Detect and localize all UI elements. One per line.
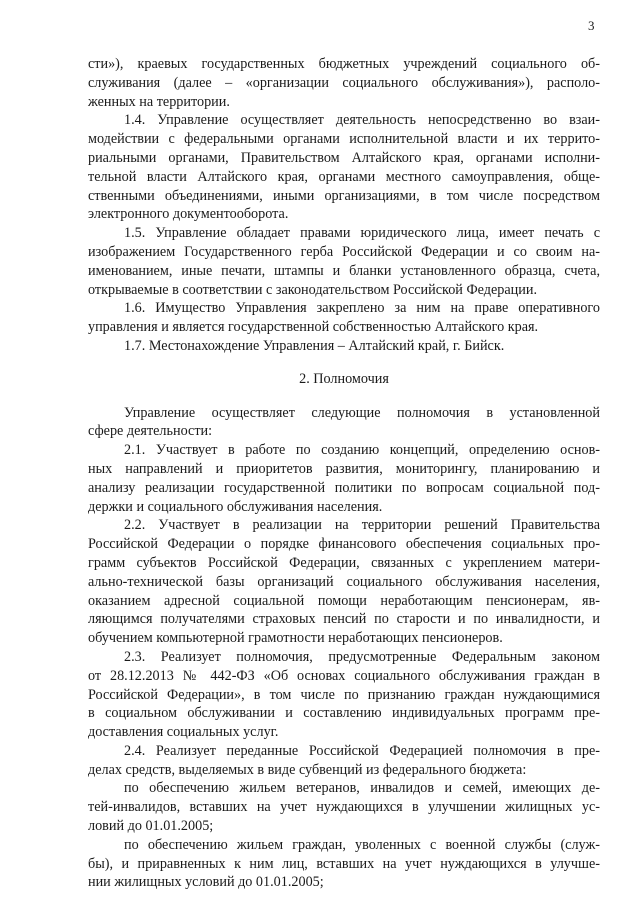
text-line: 2.1. Участвует в работе по созданию концепций, определению основ-	[124, 442, 600, 459]
paragraph-1-5	[88, 224, 600, 299]
text-line: Российской Федерации о порядке финансового обеспечения социальных про-	[88, 536, 600, 553]
text-line: сфере деятельности:	[88, 423, 213, 440]
text-line: Российской Федерации», в том числе по признанию граждан нуждающимися	[88, 686, 600, 703]
text-line: 1.5. Управление обладает правами юридического лица, имеет печать с	[124, 225, 600, 242]
paragraph-2-2	[88, 516, 600, 648]
paragraph-2-4	[88, 742, 600, 780]
paragraph-1-4	[88, 111, 600, 224]
text-line: бы), и приравненных к ним лиц, вставших на учет нуждающихся в улучше-	[88, 855, 600, 872]
text-line: Управление осуществляет следующие полномочия в установленной	[124, 404, 600, 421]
text-line: 1.7. Местонахождение Управления – Алтайский край, г. Бийск.	[124, 337, 505, 354]
text-line: изображением Государственного герба Российской Федерации и со своим на-	[88, 243, 600, 260]
text-line: открываемые в соответствии с законодательством Российской Федерации.	[88, 281, 537, 298]
text-line: грамм субъектов Российской Федерации, связанных с укреплением матери-	[88, 554, 600, 571]
paragraph-2-1	[88, 441, 600, 516]
paragraph-continuation	[88, 55, 600, 111]
section-heading: 2. Полномочия	[299, 370, 389, 387]
text-line: служивания (далее – «организации социального обслуживания»), располо-	[88, 74, 600, 91]
paragraph-1-6	[88, 299, 600, 337]
text-line: ально-технической базы организаций социального обслуживания населения,	[88, 573, 600, 590]
text-line: женных на территории.	[88, 93, 230, 110]
text-line: тей-инвалидов, вставших на учет нуждающихся в улучшении жилищных ус-	[88, 799, 600, 816]
text-line: доставления социальных услуг.	[88, 724, 279, 741]
paragraph-military-housing	[88, 836, 600, 892]
paragraph-1-7	[88, 337, 600, 356]
text-line: нии жилищных условий до 01.01.2005;	[88, 874, 324, 891]
text-line: по обеспечению жильем граждан, уволенных с военной службы (служ-	[124, 836, 600, 853]
text-line: 2.4. Реализует переданные Российской Федерацией полномочия в пре-	[124, 742, 600, 759]
text-line: именованием, иные печати, штампы и бланки установленного образца, счета,	[88, 262, 600, 279]
text-line: ных направлений и приоритетов развития, мониторингу, планированию и	[88, 460, 600, 477]
text-line: делах средств, выделяемых в виде субвенций из федерального бюджета:	[88, 761, 527, 778]
paragraph-veterans-housing	[88, 779, 600, 835]
paragraph-intro	[88, 404, 600, 442]
text-line: тельной власти Алтайского края, органами местного самоуправления, обще-	[88, 168, 600, 185]
text-line: управления и является государственной собственностью Алтайского края.	[88, 319, 539, 336]
text-line: обучением компьютерной грамотности неработающих пенсионеров.	[88, 630, 503, 647]
text-line: 2.2. Участвует в реализации на территории решений Правительства	[124, 517, 600, 534]
text-line: 1.6. Имущество Управления закреплено за ним на праве оперативного	[124, 300, 600, 317]
text-line: электронного документооборота.	[88, 206, 289, 223]
text-line: держки и социального обслуживания населения.	[88, 498, 383, 515]
page-number: 3	[588, 18, 595, 33]
text-line: 2.3. Реализует полномочия, предусмотренные Федеральным законом	[124, 648, 600, 665]
paragraph-2-3	[88, 648, 600, 742]
text-line: ляющимся получателями страховых пенсий по старости и по инвалидности, и	[88, 611, 600, 628]
text-line: модействии с федеральными органами исполнительной власти и их террито-	[88, 131, 600, 148]
text-line: ственными объединениями, иными организациями, в том числе посредством	[88, 187, 600, 204]
text-line: в социальном обслуживании и составлению индивидуальных программ пре-	[88, 705, 600, 722]
text-line: ловий до 01.01.2005;	[88, 818, 214, 835]
text-line: оказанием адресной социальной помощи неработающим пенсионерам, яв-	[88, 592, 600, 609]
text-line: риальными органами, Правительством Алтайского края, органами исполни-	[88, 149, 600, 166]
text-line: по обеспечению жильем ветеранов, инвалидов и семей, имеющих де-	[124, 780, 600, 797]
document-body	[88, 55, 600, 892]
text-line: от 28.12.2013 № 442-ФЗ «Об основах социального обслуживания граждан в	[88, 667, 600, 684]
text-line: сти»), краевых государственных бюджетных учреждений социального об-	[88, 56, 600, 72]
text-line: 1.4. Управление осуществляет деятельность непосредственно во взаи-	[124, 112, 600, 129]
text-line: анализу реализации государственной политики по вопросам социальной под-	[88, 479, 600, 496]
